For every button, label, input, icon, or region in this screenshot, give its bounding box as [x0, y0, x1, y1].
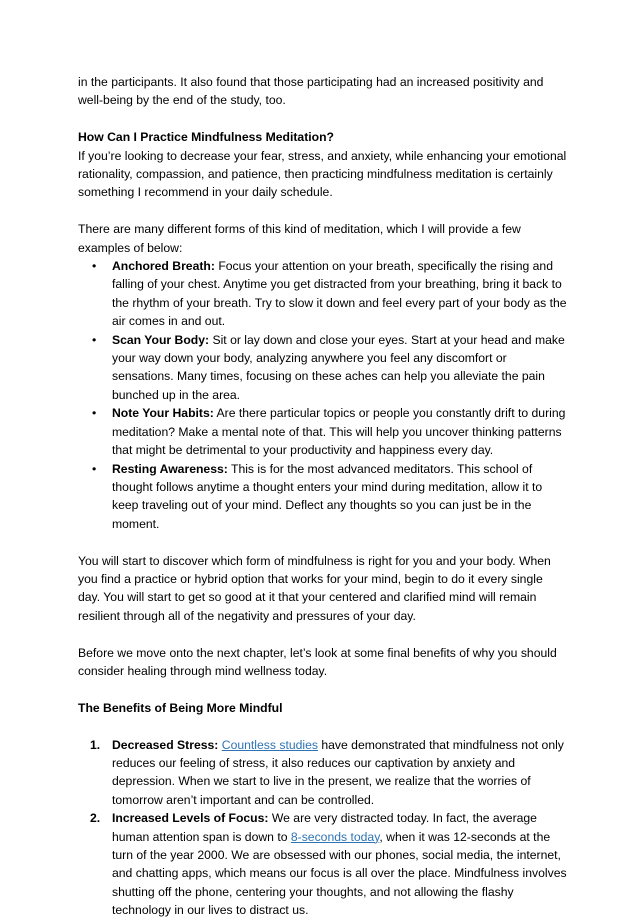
list-item-text: This is for the most advanced meditators. This school of thought follows anytime a thought enters your mind during meditation, allow it to keep traveling out of your mind. Deflect any thoughts so you can just be in the moment. — [112, 461, 543, 531]
section-heading-benefits: The Benefits of Being More Mindful — [78, 700, 283, 715]
list-item-term: Note Your Habits: — [112, 406, 214, 421]
list-item-term: Anchored Breath: — [112, 259, 215, 274]
list-item-text: Sit or lay down and close your eyes. Start at your head and make your way down your body, analyzing anywhere you feel any discomfort or sensations. Many times, focusing on these aches can help you alleviate the pain bunched up in the area. — [112, 332, 565, 402]
bullet-icon: • — [92, 259, 97, 274]
list-item-term: Decreased Stress: — [112, 737, 219, 752]
paragraph-forms: There are many different forms of this kind of meditation, which I will provide a few examples of below: — [78, 222, 521, 255]
benefits-list — [78, 736, 568, 920]
list-item-term: Increased Levels of Focus: — [112, 811, 269, 826]
list-item-number: 1. — [90, 737, 101, 752]
list-item-text: Are there particular topics or people you constantly drift to during meditation? Make a mental note of that. This will help you uncover thinking patterns that might be detrimental to your productivity and happiness every day. — [112, 406, 566, 458]
list-item-text: have demonstrated that mindfulness not only reduces our feeling of stress, it also reduces our captivation by anxiety and depression. When we start to live in the present, we realize that the worries of tomorrow aren’t important and can be controlled. — [112, 737, 564, 807]
list-item-text: , when it was 12-seconds at the turn of the year 2000. We are obsessed with our phones, social media, the internet, and chatting apps, which means our focus is all over the place. Mindfulness involves shutting off the phone, centering your thoughts, and not allowing the flashy technology in our lives to distract us. — [112, 829, 567, 918]
eight-seconds-today-link[interactable]: 8-seconds today — [290, 829, 380, 844]
list-item-term: Scan Your Body: — [112, 332, 210, 347]
list-item — [92, 404, 568, 459]
list-item-text: Focus your attention on your breath, specifically the rising and falling of your chest. Anytime you get distracted from your breathing, bring it back to the rhythm of your breath. Try to slow it down and feel every part of your body as the air comes in and out. — [112, 259, 567, 329]
list-item — [92, 460, 568, 534]
section-heading-practice: How Can I Practice Mindfulness Meditation? — [78, 130, 334, 145]
paragraph-next-chapter: Before we move onto the next chapter, let’s look at some final benefits of why you should consider healing through mind wellness today. — [78, 645, 557, 678]
bullet-icon: • — [92, 332, 97, 347]
list-item — [92, 331, 568, 405]
paragraph-discover: You will start to discover which form of mindfulness is right for you and your body. When you find a practice or hybrid option that works for your mind, begin to do it every single day. You will start to get so good at it that your centered and clarified mind will remain resilient through all of the negativity and pressures of your day. — [78, 553, 551, 623]
bullet-icon: • — [92, 461, 97, 476]
intro-paragraph: in the participants. It also found that those participating had an increased positivity and well-being by the end of the study, too. — [78, 75, 544, 108]
list-item-number: 2. — [90, 811, 101, 826]
list-item — [90, 736, 568, 810]
list-item-term: Resting Awareness: — [112, 461, 228, 476]
list-item-text: We are very distracted today. In fact, the average human attention span is down to — [112, 811, 537, 844]
list-item — [92, 257, 568, 331]
bullet-icon: • — [92, 406, 97, 421]
paragraph-practice-intro: If you’re looking to decrease your fear, stress, and anxiety, while enhancing your emotional rationality, compassion, and patience, then practicing mindfulness meditation is certainly something I recommend in your daily schedule. — [78, 148, 567, 200]
meditation-forms-list — [78, 257, 568, 533]
countless-studies-link[interactable]: Countless studies — [221, 737, 318, 752]
